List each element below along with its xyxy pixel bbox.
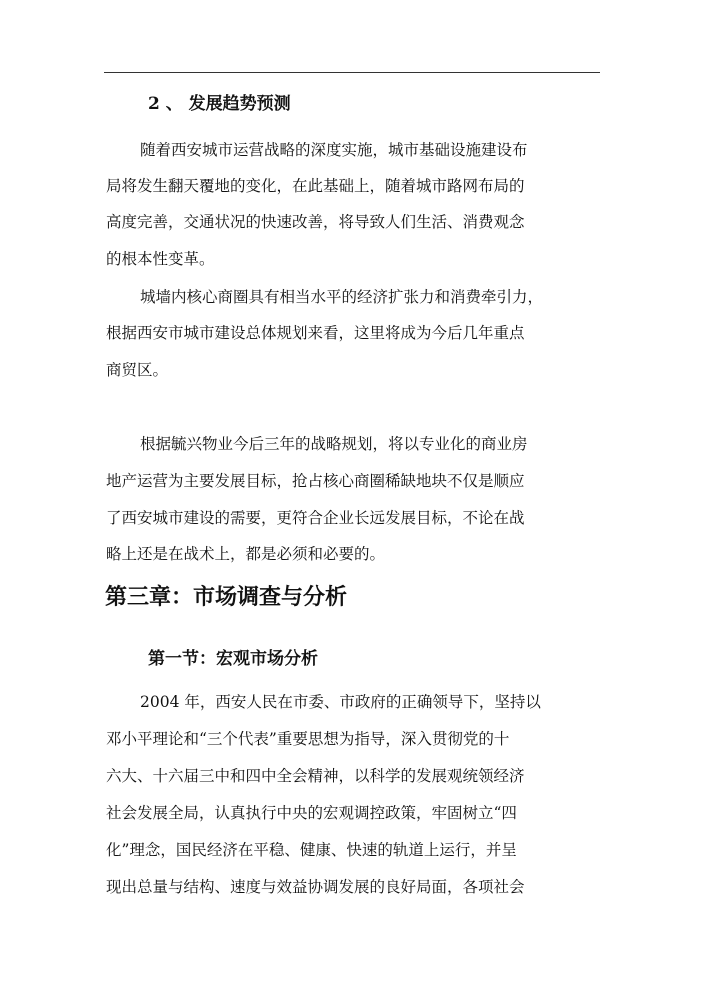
paragraph-3-line: 地产运营为主要发展目标，抢占核心商圈稀缺地块不仅是顺应	[106, 472, 525, 490]
paragraph-1-line: 局将发生翻天覆地的变化，在此基础上，随着城市路网布局的	[106, 177, 525, 195]
paragraph-2-line: 商贸区。	[106, 361, 169, 379]
subsection-heading: 第一节：宏观市场分析	[148, 649, 318, 669]
paragraph-4-line: 2004 年，西安人民在市委、市政府的正确领导下，坚持以	[140, 693, 541, 711]
paragraph-4-line: 现出总量与结构、速度与效益协调发展的良好局面，各项社会	[106, 878, 525, 896]
paragraph-1-line: 的根本性变革。	[106, 250, 215, 268]
section-heading: 2 、 发展趋势预测	[148, 94, 291, 114]
paragraph-4-line: 化”理念，国民经济在平稳、健康、快速的轨道上运行，并呈	[106, 841, 517, 859]
header-rule	[104, 72, 600, 73]
paragraph-4-line: 邓小平理论和“三个代表”重要思想为指导，深入贯彻党的十	[106, 730, 510, 748]
paragraph-1-line: 高度完善，交通状况的快速改善，将导致人们生活、消费观念	[106, 213, 525, 231]
paragraph-4-line: 社会发展全局，认真执行中央的宏观调控政策，牢固树立“四	[106, 804, 517, 822]
paragraph-3-line: 了西安城市建设的需要，更符合企业长远发展目标，不论在战	[106, 509, 525, 527]
paragraph-3-line: 略上还是在战术上，都是必须和必要的。	[106, 545, 386, 563]
paragraph-2-line: 城墙内核心商圈具有相当水平的经济扩张力和消费牵引力，	[140, 288, 544, 306]
paragraph-4-line: 六大、十六届三中和四中全会精神，以科学的发展观统领经济	[106, 767, 525, 785]
paragraph-1-line: 随着西安城市运营战略的深度实施，城市基础设施建设布	[140, 141, 528, 159]
chapter-heading: 第三章：市场调查与分析	[105, 584, 348, 610]
paragraph-2-line: 根据西安市城市建设总体规划来看，这里将成为今后几年重点	[106, 324, 525, 342]
paragraph-3-line: 根据毓兴物业今后三年的战略规划，将以专业化的商业房	[140, 435, 528, 453]
